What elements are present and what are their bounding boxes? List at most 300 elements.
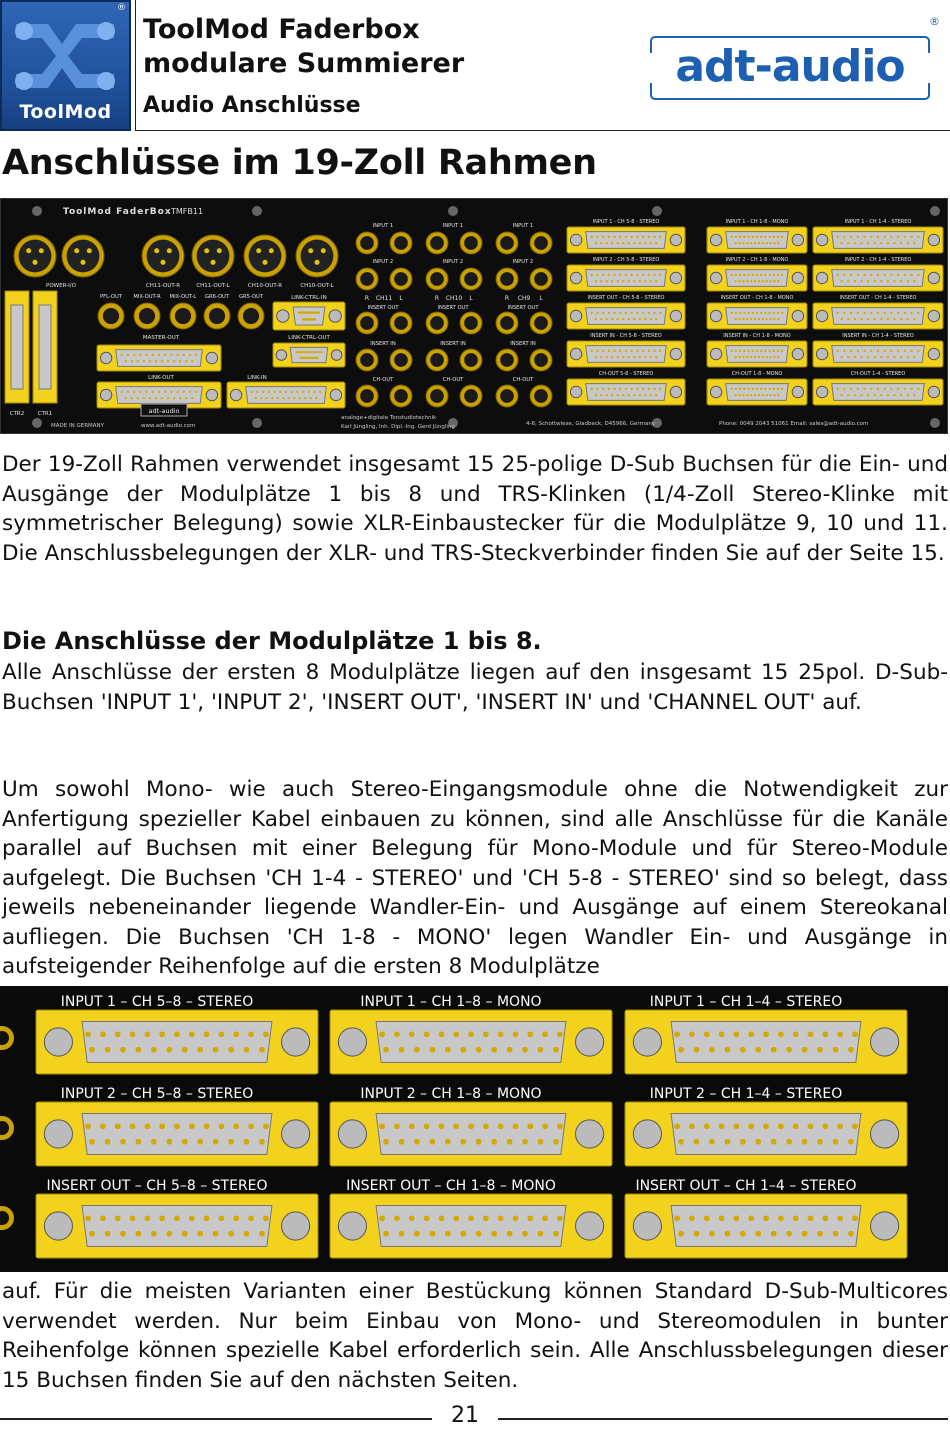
header-divider [135, 0, 136, 131]
dsub-connector [813, 379, 943, 405]
dsub-pin [639, 242, 641, 244]
dsub-pin [754, 318, 756, 320]
dsub-pin [758, 242, 760, 244]
dsub-pin [694, 1231, 700, 1237]
dsub-pin [709, 1139, 715, 1145]
dsub-pin [650, 394, 652, 396]
dsub-pin [319, 391, 321, 393]
dsub-pin [137, 397, 139, 399]
dsub-screw [338, 1120, 366, 1148]
dsub-pin [870, 274, 872, 276]
dsub-pin [887, 280, 889, 282]
dsub-pin [137, 360, 139, 362]
dsub-pin [743, 350, 745, 352]
dsub-screw [670, 272, 681, 283]
dsub-pin [228, 1047, 234, 1053]
dsub-pin [760, 236, 762, 238]
dsub-screw [633, 1212, 661, 1240]
dsub-shell [832, 384, 925, 401]
dsub-pin [904, 236, 906, 238]
trs-jack [496, 349, 518, 371]
dsub-pin [595, 394, 597, 396]
dsub-pin [802, 1231, 808, 1237]
trs-jack [390, 268, 412, 290]
dsub-pin [739, 388, 741, 390]
dsub-shell [116, 350, 203, 367]
dsub-pin [778, 1123, 784, 1129]
dsub-shell [671, 1206, 861, 1247]
dsub-pin [910, 236, 912, 238]
dsub-pin [89, 1139, 95, 1145]
dsub-shell [586, 270, 667, 287]
dsub-screw [329, 310, 341, 322]
dsub-pin [739, 350, 741, 352]
dsub-screw [277, 310, 289, 322]
dsub-label: CH-OUT 1-8 - MONO [731, 371, 783, 377]
jack-hole [360, 316, 374, 330]
dsub-pin [735, 280, 737, 282]
dsub-pin [460, 1139, 466, 1145]
dsub-pin [639, 280, 641, 282]
dsub-pin [219, 1031, 225, 1037]
dsub-pin [793, 1123, 799, 1129]
dsub-pin [151, 1139, 157, 1145]
dsub-connector [707, 303, 807, 329]
dsub-pin [304, 397, 306, 399]
dsub-pin [631, 312, 633, 314]
dsub-pin [619, 312, 621, 314]
ctr-dsub [33, 291, 57, 403]
dsub-pin [771, 1231, 777, 1237]
dsub-pin [600, 242, 602, 244]
dsub-pin [847, 280, 849, 282]
dsub-screw [282, 1028, 310, 1056]
jack-hole [500, 236, 514, 250]
jack-hole [394, 389, 408, 403]
dsub-pin [746, 280, 748, 282]
dsub-pin [213, 1047, 219, 1053]
dsub-pin [655, 280, 657, 282]
dsub-screw [816, 386, 827, 397]
dsub-pin [769, 394, 771, 396]
page-number: 21 [451, 1403, 479, 1428]
dsub-pin [170, 391, 172, 393]
dsub-pin [762, 318, 764, 320]
dsub-pin [808, 1123, 814, 1129]
contact-label: Phone: 0049 2043 51061 Email: sales@adt-audio.com [719, 421, 869, 427]
dsub-shell [586, 232, 667, 249]
jack-hole [500, 272, 514, 286]
dsub-pin [182, 1047, 188, 1053]
dsub-pin [158, 354, 160, 356]
xlr-pin [32, 260, 37, 265]
dsub-pin [877, 312, 879, 314]
dsub-pin [655, 356, 657, 358]
trs-label: MIX-OUT-R [133, 294, 161, 300]
trs-jack [460, 232, 482, 254]
dsub-pin [152, 354, 154, 356]
dsub-screw [792, 348, 803, 359]
dsub-pin [747, 274, 749, 276]
dsub-pin [877, 350, 879, 352]
dsub-pin [742, 394, 744, 396]
link-ctrl-out-dsub [273, 343, 345, 367]
link-in-dsub [227, 382, 345, 408]
dsub-pin [756, 388, 758, 390]
dsub-pin [907, 318, 909, 320]
master-out-dsub [97, 345, 221, 371]
dsub-pin [619, 274, 621, 276]
dsub-pin [773, 356, 775, 358]
dsub-pin [143, 360, 145, 362]
dsub-screw [928, 348, 939, 359]
dsub-pin [383, 1231, 389, 1237]
xlr-pin [167, 248, 172, 253]
dsub-pin [773, 242, 775, 244]
dsub-pin [841, 318, 843, 320]
dsub-pin [766, 242, 768, 244]
jack-hole [430, 389, 444, 403]
dsub-pin [743, 388, 745, 390]
dsub-pin [204, 1215, 210, 1221]
dsub-pin [491, 1231, 497, 1237]
dsub-pin [644, 242, 646, 244]
trs-jack [426, 385, 448, 407]
dsub-pin [731, 388, 733, 390]
dsub-pin [768, 236, 770, 238]
dsub-pin [738, 356, 740, 358]
dsub-pin [125, 397, 127, 399]
jack-hole [430, 272, 444, 286]
dsub-shell [832, 346, 925, 363]
channel-input2-label: INPUT 2 [512, 259, 534, 265]
dsub-connector [813, 341, 943, 367]
dsub-pin [848, 1231, 854, 1237]
dsub-pin [121, 391, 123, 393]
dsub-pin [204, 1123, 210, 1129]
dsub-pin [900, 394, 902, 396]
dsub-pin [438, 1215, 444, 1221]
mounting-screw [32, 418, 42, 428]
dsub-pin [762, 356, 764, 358]
dsub-screw [792, 272, 803, 283]
dsub-pin [606, 394, 608, 396]
dsub-pin [877, 236, 879, 238]
dsub-pin [251, 391, 253, 393]
xlr-pin [39, 248, 44, 253]
dsub-pin [636, 274, 638, 276]
dsub-pin [262, 391, 264, 393]
trs-jack [460, 312, 482, 334]
dsub-shell [832, 270, 925, 287]
dsub-pin [817, 1047, 823, 1053]
dsub-pin [379, 1215, 385, 1221]
dsub-pin [897, 350, 899, 352]
dsub-pin [310, 351, 312, 353]
dsub-pin [179, 360, 181, 362]
dsub-pin [854, 394, 856, 396]
dsub-pin [863, 312, 865, 314]
dsub-pin [746, 242, 748, 244]
dsub-pin [85, 1031, 91, 1037]
xlr-face [19, 240, 52, 273]
dsub-pin [850, 236, 852, 238]
dsub-pin [591, 312, 593, 314]
dsub-pin [606, 242, 608, 244]
dsub-pin [860, 242, 862, 244]
dsub-screw [670, 234, 681, 245]
dsub-pin [120, 1231, 126, 1237]
dsub-label: INSERT OUT - CH 1-8 - MONO [720, 295, 794, 301]
dsub-pin [725, 1047, 731, 1053]
dsub-pin [837, 274, 839, 276]
dsub-pin [513, 1215, 519, 1221]
dsub-pin [893, 318, 895, 320]
dsub-pin [884, 312, 886, 314]
detail-dsub-connector [330, 1010, 612, 1074]
dsub-pin [752, 388, 754, 390]
mounting-screw [930, 206, 940, 216]
channel-jacks [356, 223, 552, 407]
dsub-pin [887, 242, 889, 244]
dsub-pin [884, 388, 886, 390]
dsub-pin [197, 1231, 203, 1237]
jack-hole [534, 389, 548, 403]
dsub-pin [754, 356, 756, 358]
dsub-pin [822, 1031, 828, 1037]
dsub-pin [748, 1215, 754, 1221]
dsub-pin [863, 388, 865, 390]
dsub-pin [445, 1047, 451, 1053]
footer-rule-right [498, 1418, 948, 1420]
trs-connectors [98, 294, 264, 329]
dsub-pin [617, 242, 619, 244]
dsub-pin [746, 356, 748, 358]
dsub-pin [689, 1215, 695, 1221]
dsub-pin [318, 311, 321, 314]
dsub-pin [733, 1031, 739, 1037]
dsub-screw [871, 1120, 899, 1148]
dsub-pin [453, 1031, 459, 1037]
dsub-pin [622, 394, 624, 396]
dsub-pin [167, 397, 169, 399]
dsub-pin [793, 1215, 799, 1221]
dsub-pin [843, 388, 845, 390]
dsub-screw [928, 272, 939, 283]
detail-dsub-label: INSERT OUT – CH 1–4 – STEREO [635, 1178, 857, 1194]
dsub-pin [527, 1123, 533, 1129]
jack-hole [394, 236, 408, 250]
dsub-pin [674, 1123, 680, 1129]
dsub-pin [900, 356, 902, 358]
dsub-pin [115, 1031, 121, 1037]
dsub-pin [130, 1031, 136, 1037]
dsub-connector [567, 379, 685, 405]
dsub-pin [847, 242, 849, 244]
dsub-pin [255, 397, 257, 399]
dsub-pin [271, 397, 273, 399]
channel-r-label: R [364, 295, 370, 302]
dsub-pin [304, 351, 306, 353]
dsub-pin [125, 360, 127, 362]
dsub-pin [379, 1123, 385, 1129]
dsub-pin [591, 274, 593, 276]
dsub-pin [424, 1031, 430, 1037]
dsub-pin [155, 397, 157, 399]
dsub-connector [813, 303, 943, 329]
detail-dsub-connector [625, 1194, 907, 1258]
dsub-pin [149, 397, 151, 399]
dsub-pin [733, 1215, 739, 1221]
dsub-pin [317, 357, 319, 359]
dsub-pin [164, 354, 166, 356]
dsub-pin [870, 236, 872, 238]
dsub-pin [130, 1215, 136, 1221]
trs-jack [530, 312, 552, 334]
trs-jack [390, 232, 412, 254]
dsub-pin [491, 1047, 497, 1053]
dsub-pin [841, 394, 843, 396]
trs-label: PFL-OUT [100, 294, 122, 300]
dsub-pin [655, 242, 657, 244]
channel-l-label: L [539, 295, 543, 302]
rack-panel-drawing [1, 199, 947, 433]
dsub-pin [173, 360, 175, 362]
dsub-pin [755, 1047, 761, 1053]
dsub-pin [553, 1047, 559, 1053]
dsub-pin [910, 388, 912, 390]
dsub-pin [379, 1031, 385, 1037]
dsub-pin [750, 280, 752, 282]
doc-title-line1: ToolMod Faderbox [143, 14, 420, 45]
dsub-connector [567, 265, 685, 291]
dsub-pin [144, 1215, 150, 1221]
dsub-pin [189, 1215, 195, 1221]
dsub-pin [904, 274, 906, 276]
dsub-pin [750, 242, 752, 244]
dsub-pin [766, 280, 768, 282]
dsub-pin [260, 397, 262, 399]
dsub-pin [173, 397, 175, 399]
link-label: MASTER-OUT [142, 335, 180, 341]
dsub-pin [468, 1215, 474, 1221]
dsub-pin [596, 388, 598, 390]
jack-hole [464, 236, 478, 250]
dsub-label: INPUT 1 - CH 5-8 - STEREO [592, 219, 660, 225]
detail-dsub-label: INPUT 2 – CH 1–4 – STEREO [649, 1086, 843, 1102]
dsub-pin [127, 354, 129, 356]
dsub-pin [773, 236, 775, 238]
dsub-pin [491, 1139, 497, 1145]
dsub-pin [897, 274, 899, 276]
trs-label: MIX-OUT-L [169, 294, 197, 300]
dsub-pin [854, 280, 856, 282]
dsub-shell [11, 305, 23, 389]
dsub-pin [725, 1139, 731, 1145]
dsub-pin [762, 394, 764, 396]
dsub-pin [606, 318, 608, 320]
dsub-pin [854, 242, 856, 244]
dsub-pin [874, 318, 876, 320]
dsub-label: INSERT IN - CH 1-8 - MONO [723, 333, 791, 339]
dsub-pin [233, 1123, 239, 1129]
dsub-screw [670, 386, 681, 397]
dsub-pin [733, 1123, 739, 1129]
dsub-pin [740, 1231, 746, 1237]
dsub-pin [189, 354, 191, 356]
jack-hole [394, 353, 408, 367]
dsub-pin [884, 236, 886, 238]
channel-r-label: R [504, 295, 510, 302]
dsub-pin [542, 1215, 548, 1221]
dsub-pin [904, 350, 906, 352]
dsub-pin [399, 1139, 405, 1145]
trs-jack [426, 312, 448, 334]
dsub-pin [538, 1047, 544, 1053]
dsub-shell [726, 232, 789, 249]
dsub-pin [877, 388, 879, 390]
dsub-pin [731, 312, 733, 314]
dsub-connector [707, 227, 807, 253]
dsub-pin [755, 1139, 761, 1145]
dsub-shell [832, 308, 925, 325]
intro-paragraph: Der 19-Zoll Rahmen verwendet insgesamt 15 25-polige D-Sub Buchsen für die Ein- und Ausgänge der Modulplätze 1 bis 8 und TRS-Klinken (1/4-Zoll Stereo-Klinke mit symmetrischer Belegung) sowie XLR-Einbaustecker für die Modulplätze 9, 10 und 11. Die Anschlussbelegungen der XLR- und TRS-Steckverbinder finden Sie auf der Seite 15. [2, 452, 948, 566]
dsub-pin [430, 1139, 436, 1145]
dsub-pin [850, 312, 852, 314]
dsub-pin [689, 1123, 695, 1129]
dsub-pin [622, 318, 624, 320]
power-connector [14, 235, 56, 277]
dsub-pin [619, 350, 621, 352]
dsub-pin [453, 1215, 459, 1221]
dsub-screw [230, 389, 241, 400]
dsub-pin [874, 280, 876, 282]
dsub-pin [781, 236, 783, 238]
dsub-pin [786, 1231, 792, 1237]
dsub-pin [769, 356, 771, 358]
cabling-paragraph: auf. Für die meisten Varianten einer Bestückung können Standard D-Sub-Multicores verwendet werden. Nur beim Einbau von Mono- und Stereomodulen in bunter Reihenfolge können spezielle Kabel erforderlich sein. Alle Anschlussbelegungen dieser 15 Buchsen finden Sie auf den nächsten Seiten. [2, 1279, 948, 1393]
dsub-label: INSERT OUT - CH 5-8 - STEREO [587, 295, 665, 301]
dsub-pin [808, 1215, 814, 1221]
xlr-pin [74, 248, 79, 253]
dsub-pin [793, 1031, 799, 1037]
dsub-pin [752, 312, 754, 314]
dsub-pin [768, 274, 770, 276]
dsub-pin [644, 280, 646, 282]
dsub-pin [213, 1231, 219, 1237]
channel-r-label: R [434, 295, 440, 302]
dsub-connector [813, 265, 943, 291]
dsub-pin [768, 388, 770, 390]
dsub-pin [120, 1047, 126, 1053]
dsub-shell [116, 387, 203, 404]
dsub-pin [870, 388, 872, 390]
dsub-pin [642, 274, 644, 276]
detail-dsub-label: INSERT OUT – CH 5–8 – STEREO [46, 1178, 268, 1194]
dsub-pin [917, 312, 919, 314]
dsub-pin [611, 394, 613, 396]
dsub-pin [738, 318, 740, 320]
dsub-pin [248, 1215, 254, 1221]
xlr-face [67, 240, 100, 273]
dsub-pin [817, 1231, 823, 1237]
dsub-pin [777, 356, 779, 358]
main-heading: Anschlüsse im 19-Zoll Rahmen [2, 143, 597, 183]
dsub-pin [430, 1231, 436, 1237]
dsub-connector [707, 379, 807, 405]
dsub-pin [625, 236, 627, 238]
dsub-pin [296, 391, 298, 393]
